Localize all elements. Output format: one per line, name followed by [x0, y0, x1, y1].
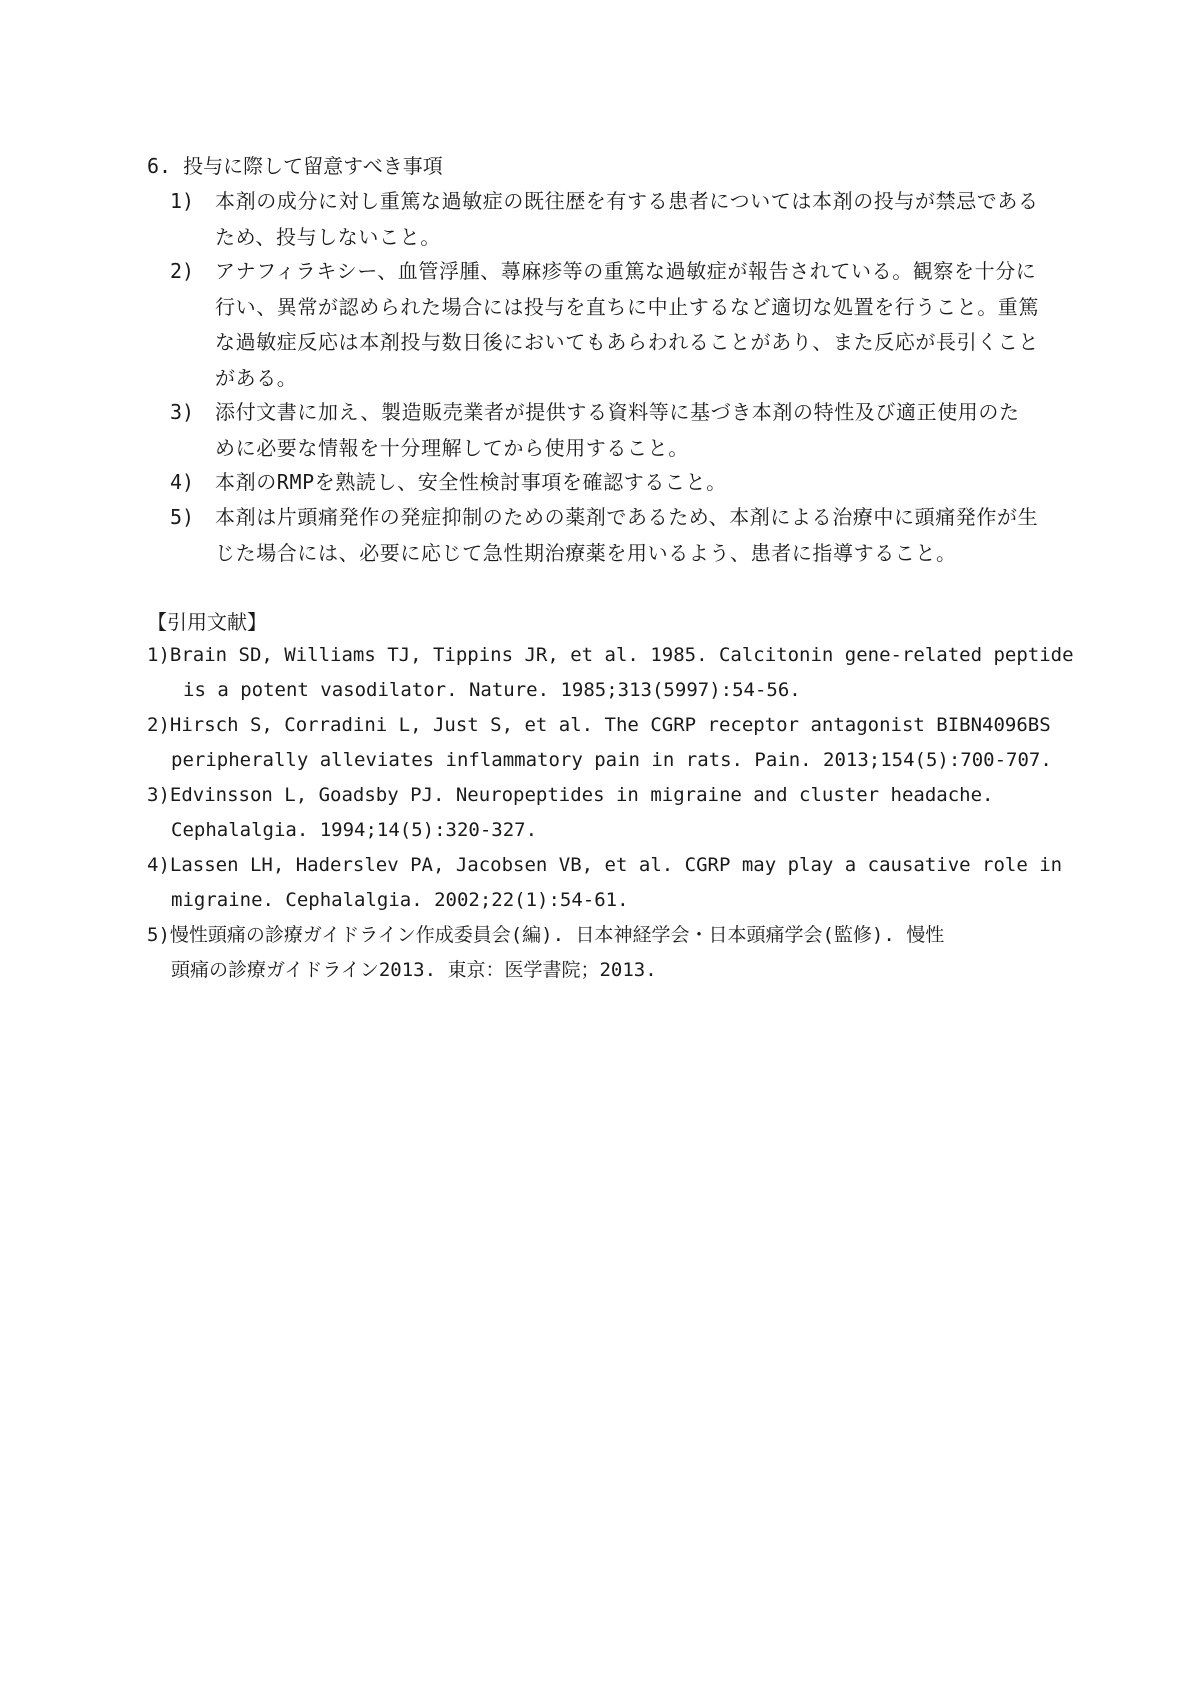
references-header: 【引用文献】	[147, 610, 267, 634]
reference-line: migraine. Cephalalgia. 2002;22(1):54-61.	[171, 889, 629, 911]
reference-line: 3)Edvinsson L, Goadsby PJ. Neuropeptides in migraine and cluster headache.	[147, 784, 994, 806]
item-number: 3)	[170, 400, 195, 424]
reference-line: is a potent vasodilator. Nature. 1985;313(5997):54-56.	[183, 679, 801, 701]
reference-line: 1)Brain SD, Williams TJ, Tippins JR, et al. 1985. Calcitonin gene-related peptide	[147, 644, 1074, 666]
item-number: 5)	[170, 505, 195, 529]
item-text: 本剤は片頭痛発作の発症抑制のための薬剤であるため、本剤による治療中に頭痛発作が生じた場合には、必要に応じて急性期治療薬を用いるよう、患者に指導すること。	[215, 505, 1039, 565]
reference-line: 2)Hirsch S, Corradini L, Just S, et al. The CGRP receptor antagonist BIBN4096BS	[147, 714, 1051, 736]
item-text: 添付文書に加え、製造販売業者が提供する資料等に基づき本剤の特性及び適正使用のために必要な情報を十分理解してから使用すること。	[215, 400, 1020, 460]
item-text: 本剤のRMPを熟読し、安全性検討事項を確認すること。	[215, 470, 727, 494]
precaution-item	[170, 184, 1040, 255]
precaution-item	[170, 465, 1040, 501]
section-title: 6. 投与に際して留意すべき事項	[147, 154, 443, 178]
reference-entry	[147, 638, 1074, 708]
reference-entry	[147, 918, 1037, 988]
item-text: 本剤の成分に対し重篤な過敏症の既往歴を有する患者については本剤の投与が禁忌であるため、投与しないこと。	[215, 189, 1039, 249]
item-text: アナフィラキシー、血管浮腫、蕁麻疹等の重篤な過敏症が報告されている。観察を十分に行い、異常が認められた場合には投与を直ちに中止するなど適切な処置を行うこと。重篤な過敏症反応は本剤投与数日後においてもあらわれることがあり、また反応が長引くことがある。	[215, 259, 1039, 390]
reference-entry	[147, 708, 1052, 778]
reference-line: 4)Lassen LH, Haderslev PA, Jacobsen VB, et al. CGRP may play a causative role in	[147, 854, 1063, 876]
precaution-item	[170, 500, 1040, 571]
item-number: 2)	[170, 259, 195, 283]
precaution-item	[170, 254, 1040, 396]
item-number: 1)	[170, 189, 195, 213]
reference-line: 頭痛の診療ガイドライン2013. 東京：医学書院；2013.	[171, 959, 657, 981]
item-number: 4)	[170, 470, 195, 494]
reference-line: peripherally alleviates inflammatory pain in rats. Pain. 2013;154(5):700-707.	[171, 749, 1052, 771]
reference-line: 5)慢性頭痛の診療ガイドライン作成委員会(編). 日本神経学会・日本頭痛学会(監修). 慢性	[147, 924, 945, 946]
reference-line: Cephalalgia. 1994;14(5):320-327.	[171, 819, 538, 841]
precaution-item	[170, 395, 1040, 466]
reference-entry	[147, 778, 1037, 848]
reference-entry	[147, 848, 1063, 918]
